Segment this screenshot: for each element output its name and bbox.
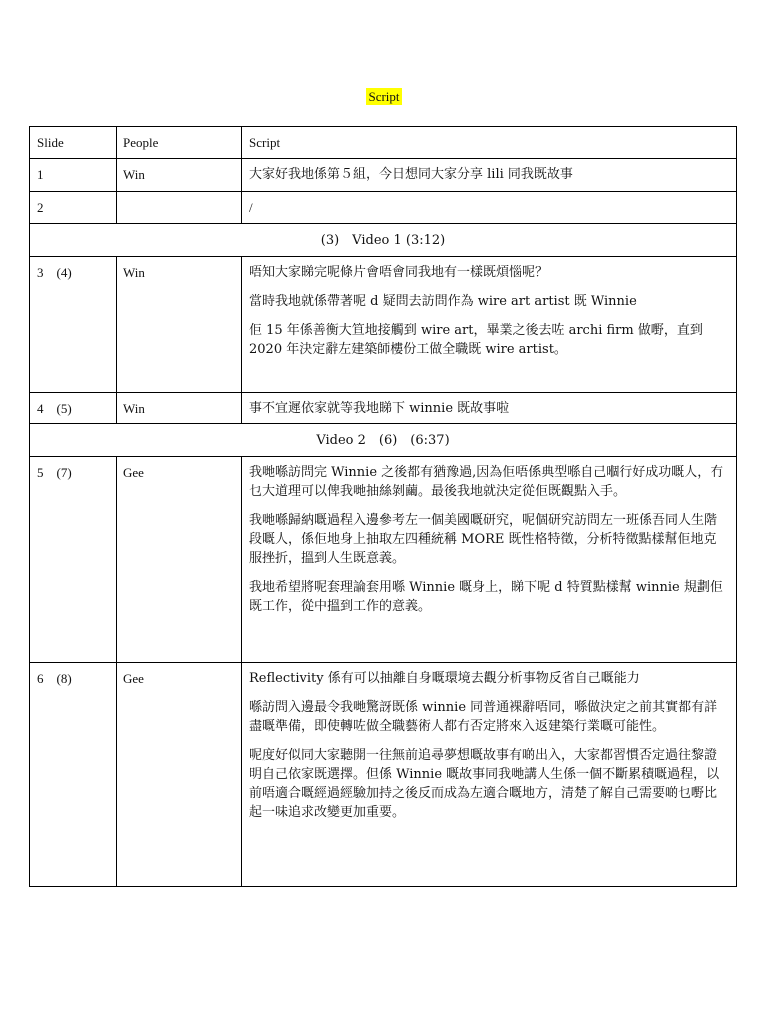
header-people: People bbox=[117, 127, 242, 159]
script-paragraph: Reflectivity 係有可以抽離自身嘅環境去觀分析事物反省自己嘅能力 bbox=[249, 671, 640, 686]
script-paragraph: 我地希望將呢套理論套用喺 Winnie 嘅身上，睇下呢 d 特質點樣幫 winnie 規劃佢既工作，從中搵到工作的意義。 bbox=[249, 580, 723, 614]
people-cell bbox=[117, 192, 242, 224]
script-cell bbox=[242, 663, 737, 887]
script-cell bbox=[242, 457, 737, 663]
script-paragraph: 我哋喺訪問完 Winnie 之後都有猶豫過,因為佢唔係典型喺自己嗰行好成功嘅人，冇乜大道理可以俾我哋抽絲剝繭。最後我地就決定從佢既觀點入手。 bbox=[249, 465, 724, 499]
script-paragraph: 呢度好似同大家聽開一往無前追尋夢想嘅故事有啲出入，大家都習慣否定過往黎證明自己依家既選擇。但係 Winnie 嘅故事同我哋講人生係一個不斷累積嘅過程，以前唔適合嘅經過經驗加持之後反而成為左適合嘅地方，清楚了解自己需要啲乜嘢比起一味追求改變更加重要。 bbox=[249, 748, 720, 820]
people-cell: Win bbox=[117, 159, 242, 192]
script-paragraph: 喺訪問入邊最令我哋驚訝既係 winnie 同普通裸辭唔同，喺做決定之前其實都有詳盡嘅準備，即使轉咗做全職藝術人都冇否定將來入返建築行業嘅可能性。 bbox=[249, 700, 718, 734]
script-table bbox=[29, 126, 737, 887]
table-row bbox=[30, 192, 737, 224]
script-paragraph: 當時我地就係帶著呢 d 疑問去訪問作為 wire art artist 既 Winnie bbox=[249, 294, 637, 309]
slide-cell: 2 bbox=[30, 192, 117, 224]
people-cell: Win bbox=[117, 257, 242, 393]
table-row bbox=[30, 159, 737, 192]
script-paragraph: 我哋喺歸納嘅過程入邊參考左一個美國嘅研究，呢個研究訪問左一班係吾同人生階段嘅人，係佢地身上抽取左四種統稱 MORE 既性格特徵，分析特徵點樣幫佢地克服挫折，搵到人生既意義。 bbox=[249, 513, 718, 566]
script-paragraph: 事不宜遲依家就等我地睇下 winnie 既故事啦 bbox=[249, 401, 510, 416]
slide-cell: 5 (7) bbox=[30, 457, 117, 663]
table-row bbox=[30, 393, 737, 424]
people-cell: Gee bbox=[117, 457, 242, 663]
table-row bbox=[30, 257, 737, 393]
people-cell: Gee bbox=[117, 663, 242, 887]
script-paragraph: 唔知大家睇完呢條片會唔會同我地有一樣既煩惱呢？ bbox=[249, 265, 549, 280]
video-row bbox=[30, 224, 737, 257]
video-label: Video 2 (6) (6:37) bbox=[30, 424, 737, 457]
script-cell bbox=[242, 192, 737, 224]
slide-cell: 4 (5) bbox=[30, 393, 117, 424]
script-paragraph: 佢 15 年係善衡大笪地接觸到 wire art，畢業之後去咗 archi firm 做嘢，直到 2020 年決定辭左建築師樓份工做全職既 wire artist。 bbox=[249, 323, 703, 357]
video-label: (3) Video 1 (3:12) bbox=[30, 224, 737, 257]
table-row bbox=[30, 663, 737, 887]
script-paragraph: 大家好我地係第５組，今日想同大家分享 lili 同我既故事 bbox=[249, 167, 573, 182]
header-slide: Slide bbox=[30, 127, 117, 159]
script-cell bbox=[242, 257, 737, 393]
people-cell: Win bbox=[117, 393, 242, 424]
video-row bbox=[30, 424, 737, 457]
header-script: Script bbox=[242, 127, 737, 159]
script-paragraph: / bbox=[249, 200, 253, 215]
table-header-row bbox=[30, 127, 737, 159]
table-row bbox=[30, 457, 737, 663]
script-cell bbox=[242, 159, 737, 192]
script-cell bbox=[242, 393, 737, 424]
slide-cell: 6 (8) bbox=[30, 663, 117, 887]
document-title: Script bbox=[368, 89, 400, 104]
slide-cell: 1 bbox=[30, 159, 117, 192]
slide-cell: 3 (4) bbox=[30, 257, 117, 393]
